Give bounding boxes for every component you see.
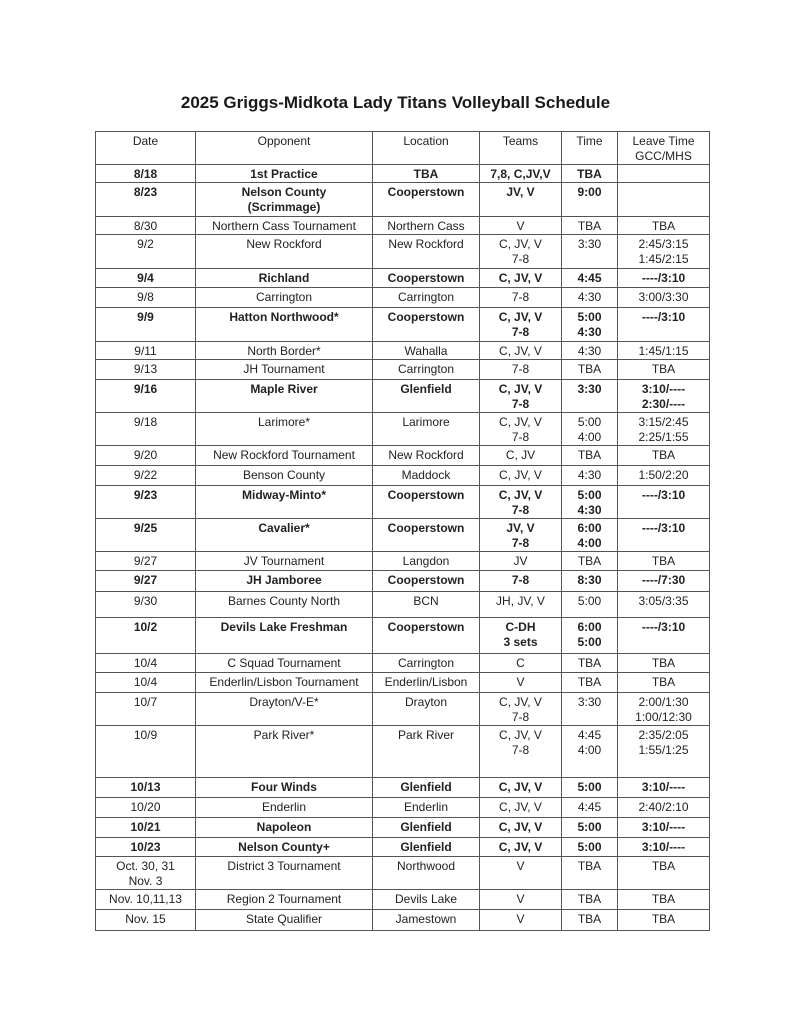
leave-time-cell: 3:10/---- 2:30/----: [618, 380, 710, 413]
teams-cell: C, JV, V: [480, 778, 562, 798]
teams-cell: C, JV, V 7-8: [480, 380, 562, 413]
location-cell: Glenfield: [373, 778, 480, 798]
time-cell: 5:00 4:30: [562, 486, 618, 519]
time-cell: TBA: [562, 890, 618, 910]
date-cell: 8/23: [96, 183, 196, 217]
teams-cell: C, JV, V 7-8: [480, 413, 562, 446]
date-cell: 9/4: [96, 269, 196, 288]
time-cell: 5:00: [562, 838, 618, 857]
opponent-cell: State Qualifier: [196, 910, 373, 931]
location-cell: Cooperstown: [373, 519, 480, 552]
time-cell: 9:00: [562, 183, 618, 217]
date-cell: 8/30: [96, 217, 196, 235]
table-row: [96, 552, 710, 571]
table-row: [96, 778, 710, 798]
location-cell: Glenfield: [373, 838, 480, 857]
leave-time-cell: TBA: [618, 446, 710, 466]
teams-cell: C, JV, V: [480, 269, 562, 288]
opponent-cell: Park River*: [196, 726, 373, 778]
table-row: [96, 519, 710, 552]
table-row: [96, 618, 710, 654]
leave-time-cell: TBA: [618, 654, 710, 673]
date-cell: 9/8: [96, 288, 196, 308]
teams-cell: V: [480, 673, 562, 693]
date-cell: 9/16: [96, 380, 196, 413]
time-cell: 3:30: [562, 235, 618, 269]
col-header-time: Time: [562, 132, 618, 165]
opponent-cell: Region 2 Tournament: [196, 890, 373, 910]
date-cell: 10/9: [96, 726, 196, 778]
date-cell: 9/2: [96, 235, 196, 269]
time-cell: 4:30: [562, 466, 618, 486]
teams-cell: JV, V 7-8: [480, 519, 562, 552]
date-cell: 9/20: [96, 446, 196, 466]
location-cell: New Rockford: [373, 446, 480, 466]
location-cell: Maddock: [373, 466, 480, 486]
time-cell: TBA: [562, 360, 618, 380]
opponent-cell: Richland: [196, 269, 373, 288]
opponent-cell: C Squad Tournament: [196, 654, 373, 673]
location-cell: Carrington: [373, 288, 480, 308]
table-row: [96, 380, 710, 413]
time-cell: 5:00: [562, 592, 618, 618]
leave-time-cell: 2:35/2:05 1:55/1:25: [618, 726, 710, 778]
table-row: [96, 235, 710, 269]
table-row: [96, 726, 710, 778]
table-row: [96, 466, 710, 486]
opponent-cell: Hatton Northwood*: [196, 308, 373, 342]
schedule-table: [95, 131, 710, 931]
teams-cell: 7,8, C,JV,V: [480, 165, 562, 183]
time-cell: 5:00: [562, 818, 618, 838]
location-cell: Northwood: [373, 857, 480, 890]
date-cell: 10/20: [96, 798, 196, 818]
opponent-cell: Devils Lake Freshman: [196, 618, 373, 654]
location-cell: Park River: [373, 726, 480, 778]
teams-cell: C, JV, V: [480, 838, 562, 857]
location-cell: Cooperstown: [373, 486, 480, 519]
location-cell: Wahalla: [373, 342, 480, 360]
location-cell: TBA: [373, 165, 480, 183]
leave-time-cell: 1:45/1:15: [618, 342, 710, 360]
date-cell: 10/4: [96, 673, 196, 693]
table-row: [96, 269, 710, 288]
opponent-cell: Cavalier*: [196, 519, 373, 552]
table-row: [96, 288, 710, 308]
table-row: [96, 413, 710, 446]
opponent-cell: Benson County: [196, 466, 373, 486]
teams-cell: JH, JV, V: [480, 592, 562, 618]
location-cell: Devils Lake: [373, 890, 480, 910]
teams-cell: JV, V: [480, 183, 562, 217]
teams-cell: 7-8: [480, 288, 562, 308]
opponent-cell: JV Tournament: [196, 552, 373, 571]
location-cell: Cooperstown: [373, 308, 480, 342]
leave-time-cell: 3:10/----: [618, 838, 710, 857]
opponent-cell: District 3 Tournament: [196, 857, 373, 890]
opponent-cell: Larimore*: [196, 413, 373, 446]
leave-time-cell: 2:40/2:10: [618, 798, 710, 818]
leave-time-cell: TBA: [618, 217, 710, 235]
col-header-location: Location: [373, 132, 480, 165]
leave-time-cell: [618, 165, 710, 183]
date-cell: 10/2: [96, 618, 196, 654]
table-row: [96, 592, 710, 618]
date-cell: 10/7: [96, 693, 196, 726]
opponent-cell: North Border*: [196, 342, 373, 360]
opponent-cell: New Rockford: [196, 235, 373, 269]
date-cell: 10/21: [96, 818, 196, 838]
opponent-cell: Barnes County North: [196, 592, 373, 618]
leave-time-cell: TBA: [618, 360, 710, 380]
time-cell: TBA: [562, 552, 618, 571]
leave-time-cell: TBA: [618, 857, 710, 890]
time-cell: 5:00 4:00: [562, 413, 618, 446]
location-cell: Drayton: [373, 693, 480, 726]
date-cell: Oct. 30, 31 Nov. 3: [96, 857, 196, 890]
teams-cell: C, JV, V: [480, 466, 562, 486]
table-row: [96, 165, 710, 183]
time-cell: 8:30: [562, 571, 618, 592]
location-cell: Cooperstown: [373, 183, 480, 217]
time-cell: 5:00 4:30: [562, 308, 618, 342]
teams-cell: V: [480, 890, 562, 910]
time-cell: 4:45: [562, 269, 618, 288]
teams-cell: C, JV, V 7-8: [480, 486, 562, 519]
date-cell: 9/23: [96, 486, 196, 519]
leave-time-cell: TBA: [618, 910, 710, 931]
teams-cell: C, JV, V: [480, 342, 562, 360]
table-row: [96, 654, 710, 673]
leave-time-cell: TBA: [618, 673, 710, 693]
table-row: [96, 673, 710, 693]
location-cell: Cooperstown: [373, 571, 480, 592]
opponent-cell: Enderlin: [196, 798, 373, 818]
date-cell: 9/11: [96, 342, 196, 360]
leave-time-cell: TBA: [618, 552, 710, 571]
opponent-cell: Drayton/V-E*: [196, 693, 373, 726]
date-cell: 9/25: [96, 519, 196, 552]
date-cell: 8/18: [96, 165, 196, 183]
table-row: [96, 360, 710, 380]
time-cell: TBA: [562, 654, 618, 673]
teams-cell: 7-8: [480, 571, 562, 592]
location-cell: New Rockford: [373, 235, 480, 269]
teams-cell: C, JV, V 7-8: [480, 235, 562, 269]
opponent-cell: 1st Practice: [196, 165, 373, 183]
leave-time-cell: 3:10/----: [618, 818, 710, 838]
time-cell: 4:30: [562, 342, 618, 360]
location-cell: Cooperstown: [373, 618, 480, 654]
date-cell: 9/9: [96, 308, 196, 342]
opponent-cell: Maple River: [196, 380, 373, 413]
time-cell: 3:30: [562, 693, 618, 726]
time-cell: 4:45 4:00: [562, 726, 618, 778]
date-cell: 10/13: [96, 778, 196, 798]
leave-time-cell: 1:50/2:20: [618, 466, 710, 486]
opponent-cell: Four Winds: [196, 778, 373, 798]
time-cell: TBA: [562, 910, 618, 931]
leave-time-cell: 3:05/3:35: [618, 592, 710, 618]
time-cell: 3:30: [562, 380, 618, 413]
table-row: [96, 693, 710, 726]
teams-cell: V: [480, 910, 562, 931]
leave-time-cell: ----/3:10: [618, 308, 710, 342]
time-cell: 4:30: [562, 288, 618, 308]
opponent-cell: Midway-Minto*: [196, 486, 373, 519]
col-header-leave-time: Leave Time GCC/MHS: [618, 132, 710, 165]
teams-cell: C-DH 3 sets: [480, 618, 562, 654]
leave-time-cell: 3:10/----: [618, 778, 710, 798]
location-cell: Langdon: [373, 552, 480, 571]
date-cell: 9/22: [96, 466, 196, 486]
location-cell: Enderlin/Lisbon: [373, 673, 480, 693]
teams-cell: C, JV, V: [480, 798, 562, 818]
opponent-cell: Napoleon: [196, 818, 373, 838]
table-row: [96, 308, 710, 342]
teams-cell: JV: [480, 552, 562, 571]
header-row: [96, 132, 710, 165]
table-row: [96, 910, 710, 931]
location-cell: Carrington: [373, 654, 480, 673]
opponent-cell: JH Tournament: [196, 360, 373, 380]
table-row: [96, 857, 710, 890]
teams-cell: C, JV: [480, 446, 562, 466]
teams-cell: C, JV, V 7-8: [480, 693, 562, 726]
leave-time-cell: ----/3:10: [618, 486, 710, 519]
leave-time-cell: ----/3:10: [618, 519, 710, 552]
table-row: [96, 217, 710, 235]
opponent-cell: Nelson County (Scrimmage): [196, 183, 373, 217]
teams-cell: V: [480, 217, 562, 235]
leave-time-cell: 2:00/1:30 1:00/12:30: [618, 693, 710, 726]
teams-cell: C, JV, V 7-8: [480, 726, 562, 778]
time-cell: TBA: [562, 446, 618, 466]
table-row: [96, 890, 710, 910]
opponent-cell: Enderlin/Lisbon Tournament: [196, 673, 373, 693]
leave-time-cell: [618, 183, 710, 217]
date-cell: 10/23: [96, 838, 196, 857]
table-row: [96, 183, 710, 217]
table-row: [96, 798, 710, 818]
col-header-opponent: Opponent: [196, 132, 373, 165]
leave-time-cell: 2:45/3:15 1:45/2:15: [618, 235, 710, 269]
teams-cell: V: [480, 857, 562, 890]
leave-time-cell: TBA: [618, 890, 710, 910]
date-cell: Nov. 10,11,13: [96, 890, 196, 910]
date-cell: 9/30: [96, 592, 196, 618]
time-cell: 4:45: [562, 798, 618, 818]
table-row: [96, 486, 710, 519]
time-cell: TBA: [562, 217, 618, 235]
opponent-cell: Carrington: [196, 288, 373, 308]
table-row: [96, 838, 710, 857]
time-cell: 6:00 5:00: [562, 618, 618, 654]
teams-cell: C, JV, V: [480, 818, 562, 838]
leave-time-cell: ----/3:10: [618, 269, 710, 288]
time-cell: 6:00 4:00: [562, 519, 618, 552]
opponent-cell: JH Jamboree: [196, 571, 373, 592]
date-cell: 9/27: [96, 552, 196, 571]
location-cell: Carrington: [373, 360, 480, 380]
date-cell: 10/4: [96, 654, 196, 673]
location-cell: Enderlin: [373, 798, 480, 818]
time-cell: TBA: [562, 857, 618, 890]
teams-cell: 7-8: [480, 360, 562, 380]
table-row: [96, 342, 710, 360]
opponent-cell: Nelson County+: [196, 838, 373, 857]
time-cell: TBA: [562, 165, 618, 183]
location-cell: Glenfield: [373, 818, 480, 838]
location-cell: Northern Cass: [373, 217, 480, 235]
leave-time-cell: ----/3:10: [618, 618, 710, 654]
date-cell: 9/27: [96, 571, 196, 592]
table-row: [96, 571, 710, 592]
date-cell: 9/13: [96, 360, 196, 380]
time-cell: 5:00: [562, 778, 618, 798]
leave-time-cell: ----/7:30: [618, 571, 710, 592]
teams-cell: C: [480, 654, 562, 673]
leave-time-cell: 3:15/2:45 2:25/1:55: [618, 413, 710, 446]
leave-time-cell: 3:00/3:30: [618, 288, 710, 308]
location-cell: Larimore: [373, 413, 480, 446]
table-row: [96, 446, 710, 466]
date-cell: 9/18: [96, 413, 196, 446]
date-cell: Nov. 15: [96, 910, 196, 931]
page-title: 2025 Griggs-Midkota Lady Titans Volleyball Schedule: [180, 93, 611, 112]
location-cell: Cooperstown: [373, 269, 480, 288]
teams-cell: C, JV, V 7-8: [480, 308, 562, 342]
col-header-teams: Teams: [480, 132, 562, 165]
opponent-cell: Northern Cass Tournament: [196, 217, 373, 235]
col-header-date: Date: [96, 132, 196, 165]
opponent-cell: New Rockford Tournament: [196, 446, 373, 466]
location-cell: Glenfield: [373, 380, 480, 413]
location-cell: BCN: [373, 592, 480, 618]
location-cell: Jamestown: [373, 910, 480, 931]
table-row: [96, 818, 710, 838]
time-cell: TBA: [562, 673, 618, 693]
